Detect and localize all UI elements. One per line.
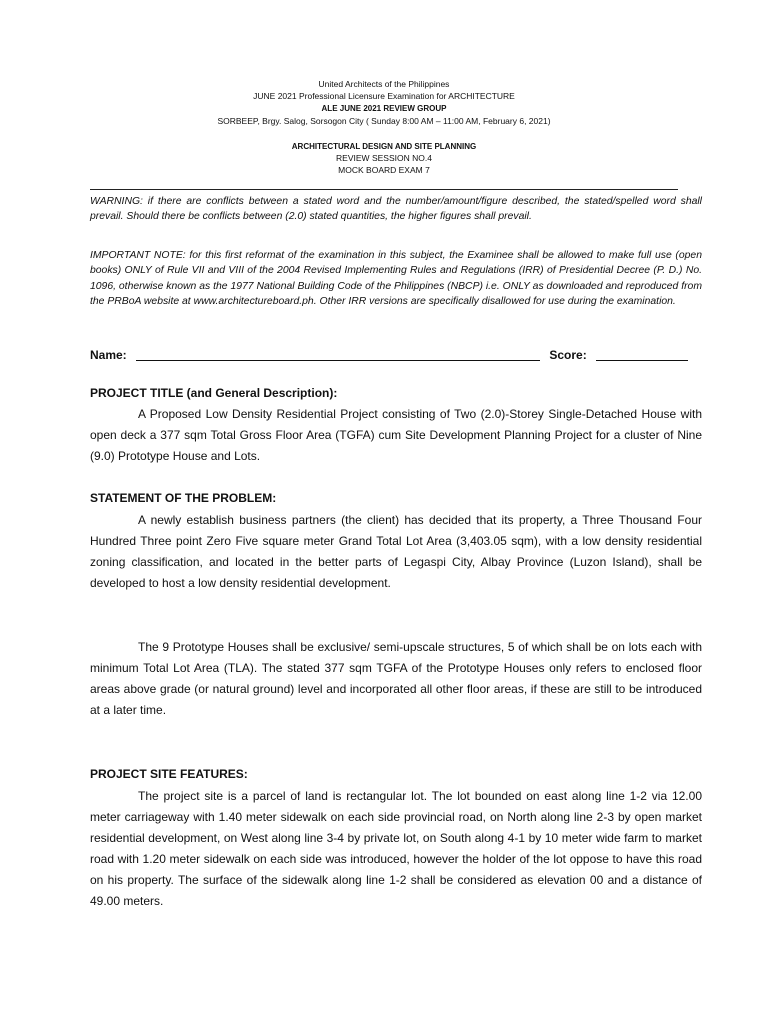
site-features-heading: PROJECT SITE FEATURES: xyxy=(90,767,248,781)
name-score-row xyxy=(90,348,690,362)
site-features-body: The project site is a parcel of land is rectangular lot. The lot bounded on east along line 1-2 via 12.00 meter carriageway with 1.40 meter sidewalk on each side provincial road, on North along line 2-3 by open market residential development, on West along line 3-4 by private lot, on South along 4-1 by 10 meter wide farm to market road with 1.20 meter sidewalk on each side was introduced, however the holder of the lot oppose to have this road on his property. The surface of the sidewalk along line 1-2 shall be considered as elevation 00 and a distance of 49.00 meters. xyxy=(90,789,702,908)
header-venue: SORBEEP, Brgy. Salog, Sorsogon City ( Sunday 8:00 AM – 11:00 AM, February 6, 2021) xyxy=(217,116,551,126)
project-title-body: A Proposed Low Density Residential Project consisting of Two (2.0)-Storey Single-Detached House with open deck a 377 sqm Total Gross Floor Area (TGFA) cum Site Development Planning Project for a cluster of Nine (9.0) Prototype House and Lots. xyxy=(90,407,702,463)
header-review-group: ALE JUNE 2021 REVIEW GROUP xyxy=(321,104,447,113)
important-note-text: IMPORTANT NOTE: for this first reformat of the examination in this subject, the Examinee shall be allowed to make full use (open books) ONLY of Rule VII and VIII of the 2004 Revised Implementing Rules and Regulations (IRR) of Presidential Decree (P. D.) No. 1096, otherwise known as the 1977 National Building Code of the Philippines (NBCP) i.e. ONLY as downloaded and reproduced from the PRBoA website at www.architectureboard.ph. Other IRR versions are specifically disallowed for use during the examination. xyxy=(90,250,702,307)
header-session: REVIEW SESSION NO.4 xyxy=(336,153,432,163)
header-mock-exam: MOCK BOARD EXAM 7 xyxy=(338,165,430,175)
score-line xyxy=(596,348,688,361)
problem-heading: STATEMENT OF THE PROBLEM: xyxy=(90,491,277,505)
score-label: Score: xyxy=(549,348,587,362)
problem-body-2: The 9 Prototype Houses shall be exclusive/ semi-upscale structures, 5 of which shall be on lots each with minimum Total Lot Area (TLA). The stated 377 sqm TGFA of the Prototype Houses only refers to enclosed floor areas above grade (or natural ground) level and incorporated all other floor areas, if these are still to be introduced at a later time. xyxy=(90,640,702,717)
header-divider xyxy=(90,189,678,190)
header-exam-title: JUNE 2021 Professional Licensure Examination for ARCHITECTURE xyxy=(253,91,515,101)
warning-text: WARNING: if there are conflicts between a stated word and the number/amount/figure described, the stated/spelled word shall prevail. Should there be conflicts between (2.0) stated quantities, the higher figures shall prevail. xyxy=(90,196,702,223)
name-line xyxy=(136,348,540,361)
name-label: Name: xyxy=(90,348,127,362)
problem-body-1: A newly establish business partners (the client) has decided that its property, a Three Thousand Four Hundred Three point Zero Five square meter Grand Total Lot Area (3,403.05 sqm), with a low density residential zoning classification, and located in the better parts of Legaspi City, Albay Province (Luzon Island), shall be developed to host a low density residential development. xyxy=(90,513,702,590)
header-organization: United Architects of the Philippines xyxy=(318,79,450,89)
project-title-heading: PROJECT TITLE (and General Description): xyxy=(90,386,338,400)
header-subject: ARCHITECTURAL DESIGN AND SITE PLANNING xyxy=(291,142,477,151)
